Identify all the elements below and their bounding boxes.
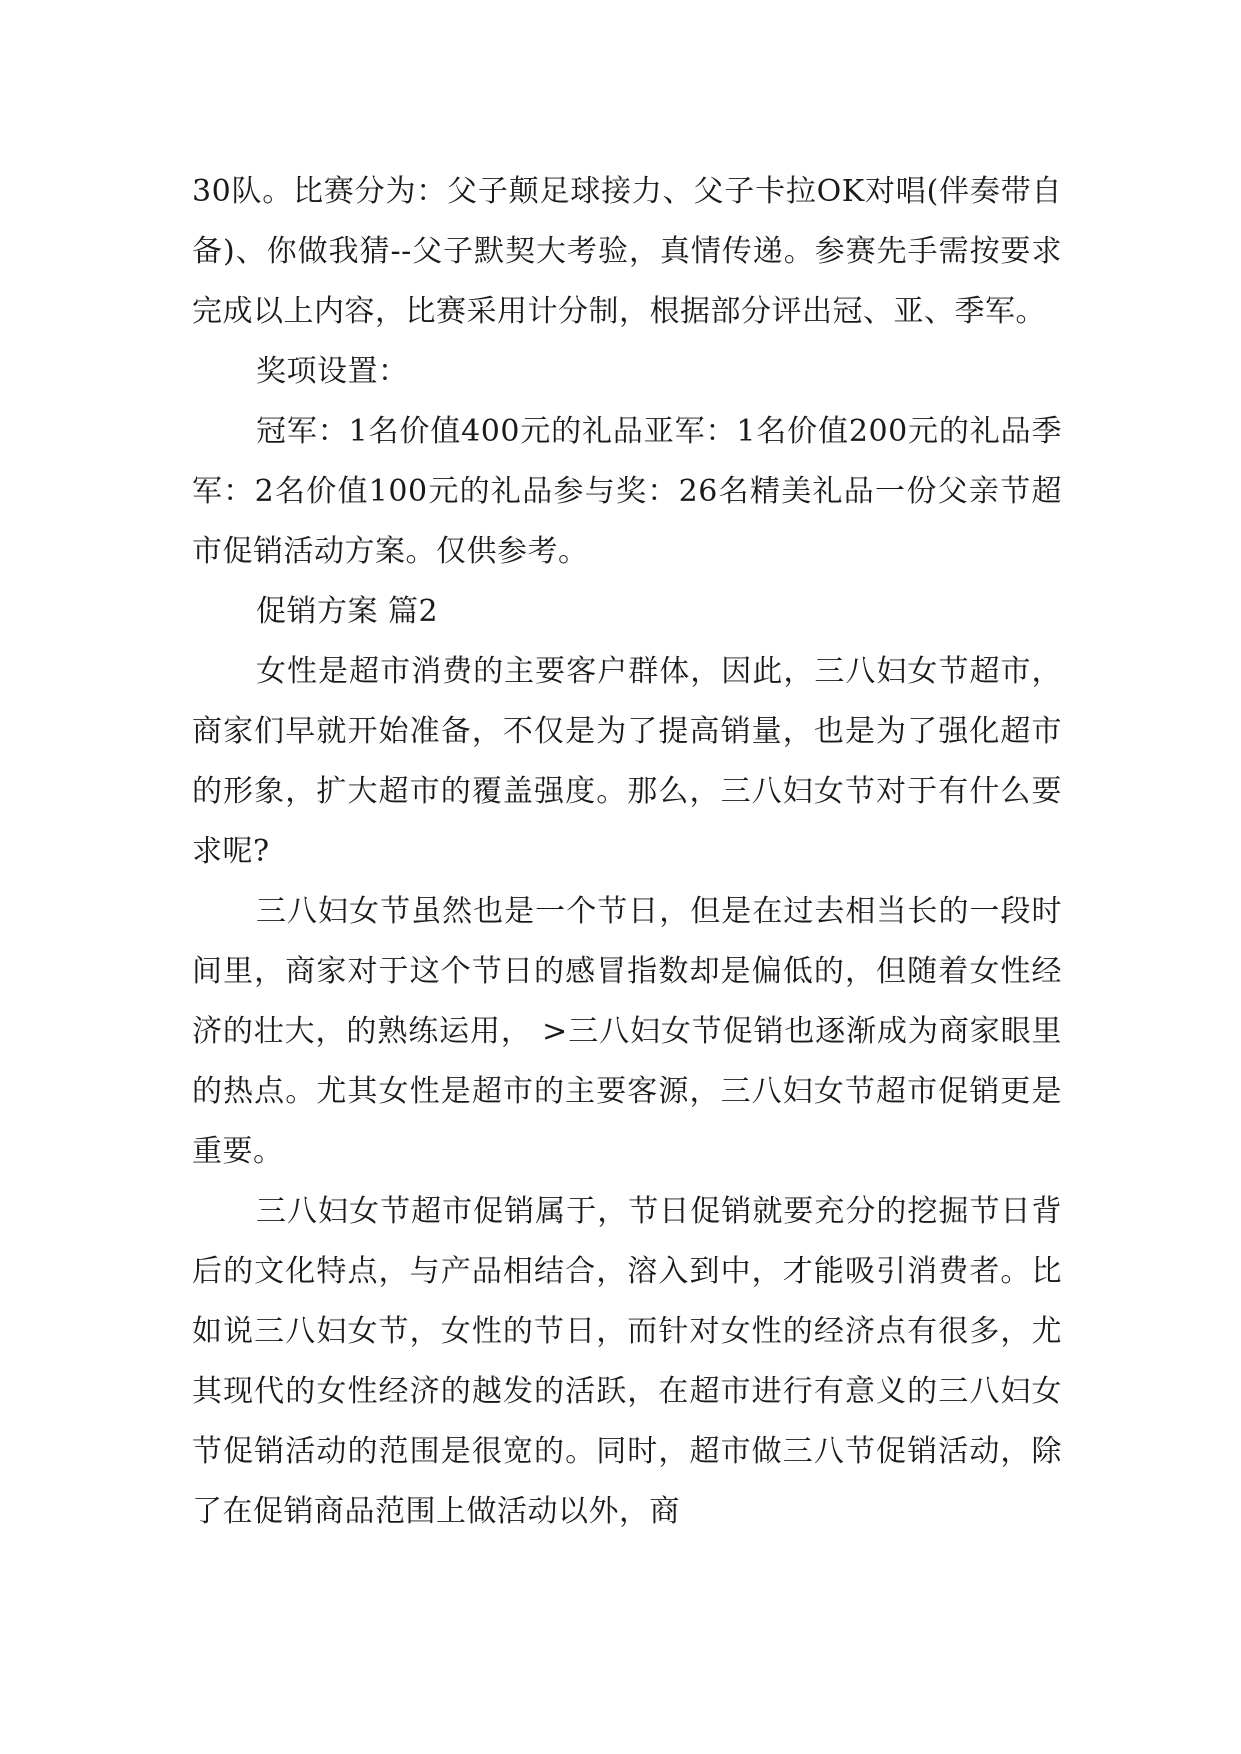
paragraph-awards-heading: 奖项设置： <box>256 354 409 389</box>
paragraph-holiday-promotion: 三八妇女节超市促销属于，节日促销就要充分的挖掘节日背后的文化特点，与产品相结合，溶入到中，才能吸引消费者。比如说三八妇女节，女性的节日，而针对女性的经济点有很多，尤其现代的女性经济的越发的活跃，在超市进行有意义的三八妇女节促销活动的范围是很宽的。同时，超市做三八节促销活动，除了在促销商品范围上做活动以外，商 <box>192 1194 1062 1529</box>
paragraph-womens-day-history: 三八妇女节虽然也是一个节日，但是在过去相当长的一段时间里，商家对于这个节日的感冒指数却是偏低的，但随着女性经济的壮大，的熟练运用， >三八妇女节促销也逐渐成为商家眼里的热点。尤其女性是超市的主要客源，三八妇女节超市促销更是重要。 <box>192 894 1062 1169</box>
paragraph-awards-list: 冠军：1名价值400元的礼品亚军：1名价值200元的礼品季军：2名价值100元的礼品参与奖：26名精美礼品一份父亲节超市促销活动方案。仅供参考。 <box>192 414 1062 569</box>
paragraph-team-rules: 30队。比赛分为：父子颠足球接力、父子卡拉OK对唱(伴奏带自备)、你做我猜--父子默契大考验，真情传递。参赛先手需按要求完成以上内容，比赛采用计分制，根据部分评出冠、亚、季军。 <box>192 174 1062 329</box>
paragraph-women-customers: 女性是超市消费的主要客户群体，因此，三八妇女节超市，商家们早就开始准备，不仅是为了提高销量，也是为了强化超市的形象，扩大超市的覆盖强度。那么，三八妇女节对于有什么要求呢? <box>192 654 1062 869</box>
section-heading-plan-2: 促销方案 篇2 <box>256 594 439 629</box>
document-body <box>192 162 1062 1542</box>
